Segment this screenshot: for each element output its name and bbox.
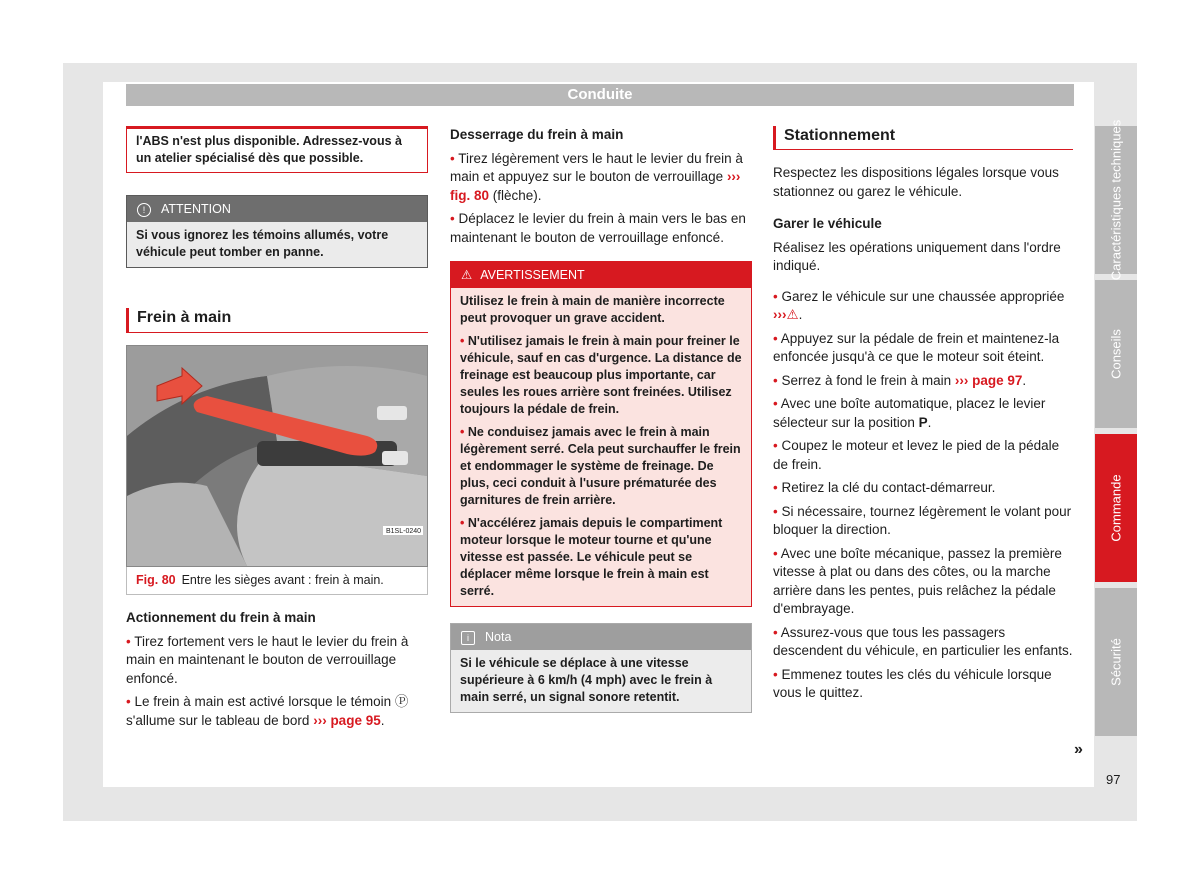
bullet-item: • Retirez la clé du contact-démarreur. xyxy=(773,480,996,495)
page-link[interactable]: ››› page 97 xyxy=(954,372,1023,388)
bullet-item: • Tirez fortement vers le haut le levier du frein à main en maintenant le bouton de verrouillage enfoncé. xyxy=(126,633,409,686)
warning-triangle-icon: ⚠ xyxy=(461,268,473,282)
figure-link[interactable]: ››› fig. 80 xyxy=(450,169,741,203)
bullet-item: • Appuyez sur la pédale de frein et maintenez-la enfoncée jusqu'à ce que le moteur soit éteint. xyxy=(773,330,1060,364)
bullet-text: Tirez fortement vers le haut le levier du frein à main en maintenant le bouton de verrouillage enfoncé. xyxy=(126,633,409,686)
tab-conseils[interactable]: Conseils xyxy=(1095,280,1137,428)
warning-label: AVERTISSEMENT xyxy=(480,268,585,282)
warning-continuation: l'ABS n'est plus disponible. Adressez-vous à un atelier spécialisé dès que possible. xyxy=(126,126,428,173)
bullet-item: • Garez le véhicule sur une chaussée appropriée ›››⚠. xyxy=(773,288,1065,322)
bullet-item: • Emmenez toutes les clés du véhicule lorsque vous le quittez. xyxy=(773,666,1052,700)
warning-body xyxy=(451,288,751,606)
bullet-item: • Assurez-vous que tous les passagers descendent du véhicule, en particulier les enfants. xyxy=(773,624,1073,658)
page-number: 97 xyxy=(1106,772,1121,787)
bullet-text: Le frein à main est activé lorsque le témoin xyxy=(134,694,392,709)
section-title-stationnement: Stationnement xyxy=(773,126,1073,150)
continue-mark: » xyxy=(1074,741,1083,758)
note-text: Si le véhicule se déplace à une vitesse supérieure à 6 km/h (4 mph) avec le frein à main serré, un signal sonore retentit. xyxy=(451,650,751,712)
subheading-desserrage: Desserrage du frein à main xyxy=(450,127,624,142)
exclamation-icon: ! xyxy=(137,203,151,217)
attention-text: Si vous ignorez les témoins allumés, votre véhicule peut tomber en panne. xyxy=(127,222,427,267)
order-text: Réalisez les opérations uniquement dans l'ordre indiqué. xyxy=(773,239,1061,273)
attention-header xyxy=(127,196,427,222)
warning-box xyxy=(450,261,752,607)
bullet-item: • Si nécessaire, tournez légèrement le volant pour bloquer la direction. xyxy=(773,503,1072,537)
figure-caption xyxy=(126,567,428,595)
tab-caracteristiques[interactable]: Caractéristiques techniques xyxy=(1095,126,1137,274)
attention-box xyxy=(126,195,428,268)
bullet-item: • Serrez à fond le frein à main ››› page 97. xyxy=(773,372,1027,388)
figure-code: B1SL-0240 xyxy=(386,528,422,535)
bullet-item: • Déplacez le levier du frein à main vers le bas en maintenant le bouton de verrouillage enfoncé. xyxy=(450,211,746,245)
bullet-item: • Avec une boîte mécanique, passez la première vitesse à plat ou dans des côtes, ou la marche arrière dans les pentes, puis relâchez la pédale d'embrayage. xyxy=(773,545,1062,616)
bullet-text: Tirez légèrement vers le haut le levier du frein à main et appuyez sur le bouton de verrouillage xyxy=(450,150,743,184)
parking-brake-icon: Ⓟ xyxy=(394,694,409,709)
tab-securite[interactable]: Sécurité xyxy=(1095,588,1137,736)
subheading-actionnement: Actionnement du frein à main xyxy=(126,610,316,625)
note-header xyxy=(451,624,751,650)
handbrake-figure xyxy=(126,345,428,567)
bullet-item: • Coupez le moteur et levez le pied de la pédale de frein. xyxy=(773,438,1060,472)
warning-item: • N'utilisez jamais le frein à main pour freiner le véhicule, sauf en cas d'urgence. La distance de freinage est beaucoup plus importante, car seules les roues arrière sont freinées. Utilisez toujours la pédale de frein. xyxy=(460,334,742,416)
note-label: Nota xyxy=(485,630,512,644)
column-3 xyxy=(773,126,1073,708)
bullet-item: • Avec une boîte automatique, placez le levier sélecteur sur la position P. xyxy=(773,396,1046,430)
warning-triangle-icon: ⚠ xyxy=(786,307,799,322)
figure-caption-text: Entre les sièges avant : frein à main. xyxy=(181,573,384,587)
warning-item: • N'accélérez jamais depuis le compartiment moteur lorsque le moteur tourne et qu'une vitesse est passée. Le véhicule peut se déplacer même lorsque le frein à main est serré. xyxy=(460,516,723,598)
warning-link[interactable]: ››› xyxy=(773,307,787,322)
attention-label: ATTENTION xyxy=(161,202,231,216)
figure-label: Fig. 80 xyxy=(136,573,176,587)
info-icon: i xyxy=(461,631,475,645)
section-title-frein: Frein à main xyxy=(126,308,428,333)
intro-text: Respectez les dispositions légales lorsque vous stationnez ou garez le véhicule. xyxy=(773,165,1059,199)
column-1 xyxy=(126,126,428,735)
chapter-header: Conduite xyxy=(126,84,1074,106)
warning-item: • Ne conduisez jamais avec le frein à main légèrement serré. Cela peut surchauffer le frein et endommager le système de freinage. De plus, ceci conduit à l'usure prématurée des garnitures de frein arrière. xyxy=(460,425,741,507)
bullet-item: • Tirez légèrement vers le haut le levier du frein à main et appuyez sur le bouton de verrouillage ››› fig. 80 (flèche). xyxy=(450,150,743,203)
subheading-garer: Garer le véhicule xyxy=(773,216,882,231)
page-link[interactable]: ››› page 95 xyxy=(313,712,381,728)
handbrake-illustration xyxy=(127,346,427,566)
warning-intro: Utilisez le frein à main de manière incorrecte peut provoquer un grave accident. xyxy=(460,294,725,325)
column-2 xyxy=(450,126,752,713)
bullet-text: Déplacez le levier du frein à main vers le bas en maintenant le bouton de verrouillage enfoncé. xyxy=(450,211,746,245)
bullet-item: • Le frein à main est activé lorsque le témoin Ⓟ s'allume sur le tableau de bord ››› page 95. xyxy=(126,694,409,728)
warning-header xyxy=(451,262,751,288)
note-box xyxy=(450,623,752,713)
tab-commande[interactable]: Commande xyxy=(1095,434,1137,582)
bullet-text: s'allume sur le tableau de bord xyxy=(126,712,310,728)
